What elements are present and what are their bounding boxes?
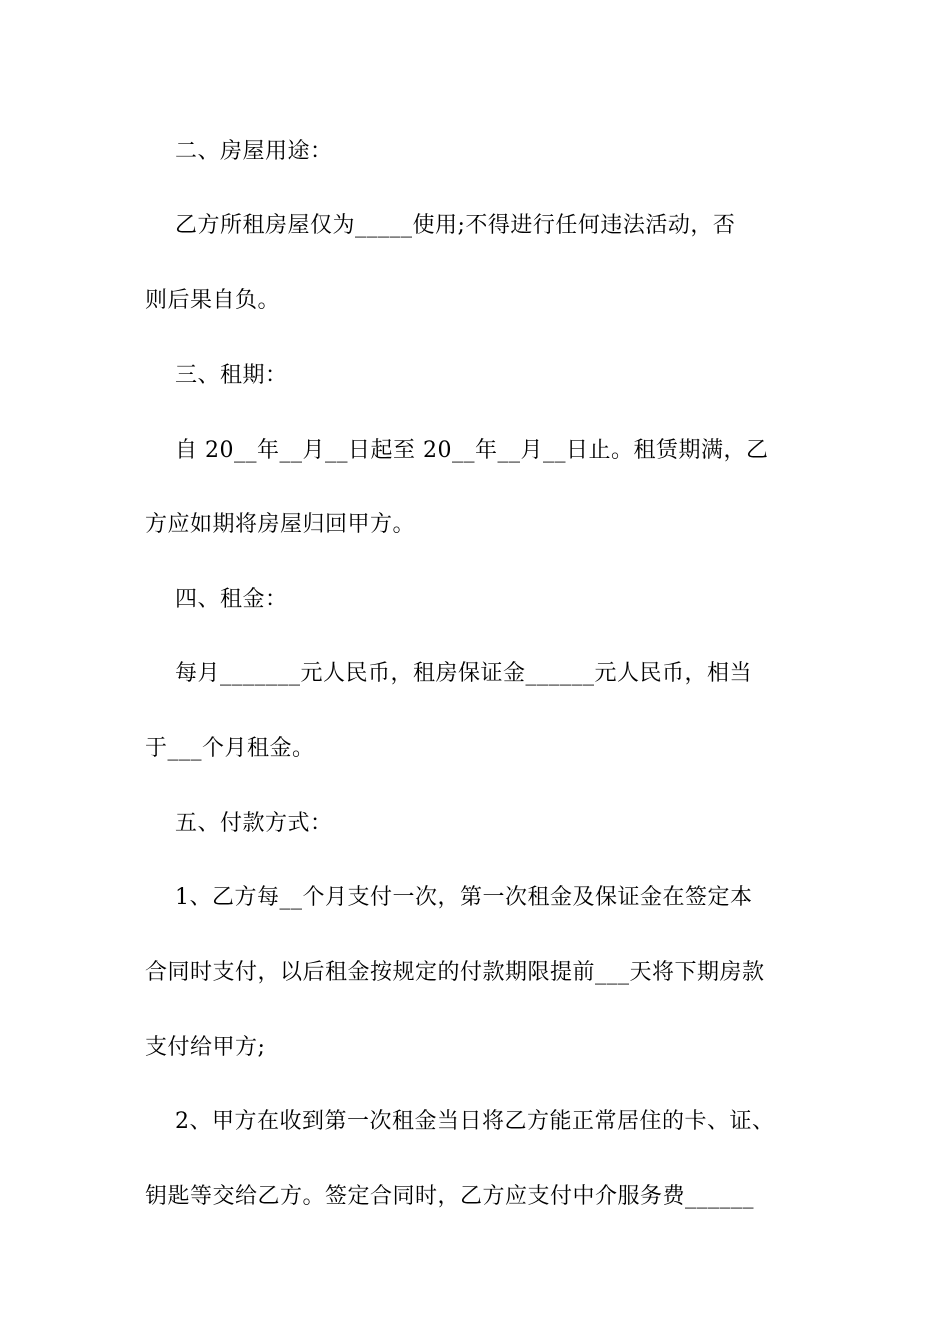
paragraph-line: 支付给甲方; — [145, 1035, 266, 1060]
paragraph-line: 钥匙等交给乙方。签定合同时，乙方应支付中介服务费______ — [145, 1184, 755, 1209]
paragraph-line: 2、甲方在收到第一次租金当日将乙方能正常居住的卡、证、 — [145, 1109, 775, 1134]
section-heading-payment: 五、付款方式： — [145, 811, 333, 836]
paragraph-line: 于___个月租金。 — [145, 736, 315, 761]
paragraph-line: 每月_______元人民币，租房保证金______元人民币，相当 — [145, 661, 752, 686]
section-heading-usage: 二、房屋用途： — [145, 139, 333, 164]
paragraph-line: 乙方所租房屋仅为_____使用;不得进行任何违法活动，否 — [145, 213, 736, 238]
section-heading-term: 三、租期： — [145, 363, 288, 388]
paragraph-line: 则后果自负。 — [145, 288, 281, 313]
paragraph-line: 合同时支付，以后租金按规定的付款期限提前___天将下期房款 — [145, 960, 765, 985]
paragraph-line: 1、乙方每__个月支付一次，第一次租金及保证金在签定本 — [145, 885, 753, 910]
paragraph-line: 方应如期将房屋归回甲方。 — [145, 512, 416, 537]
paragraph-line: 自 20__年__月__日起至 20__年__月__日止。租赁期满，乙 — [145, 438, 769, 463]
section-heading-rent: 四、租金： — [145, 587, 288, 612]
